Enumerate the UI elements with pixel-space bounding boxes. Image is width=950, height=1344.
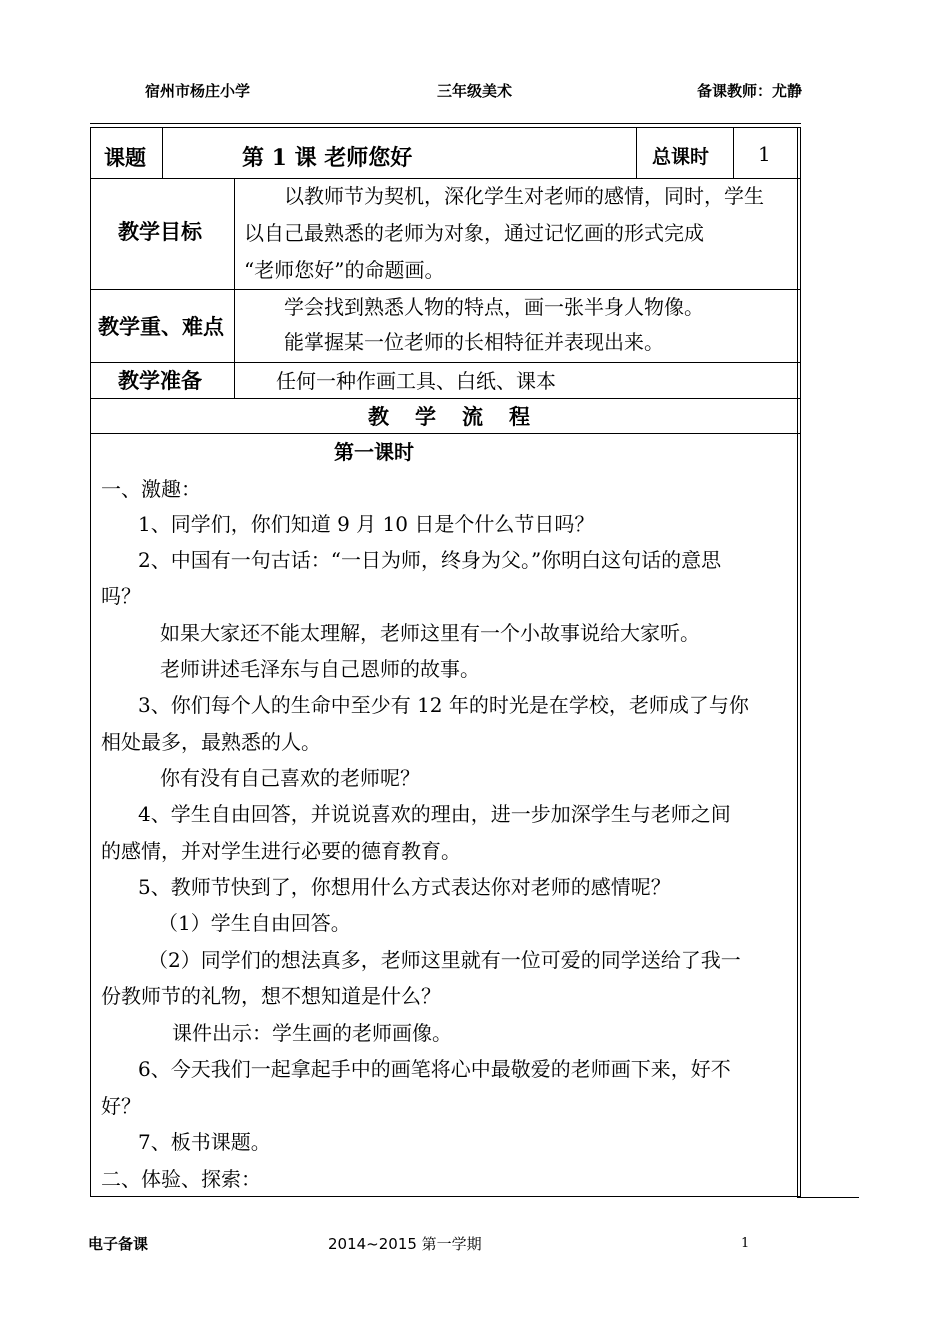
col-divider — [234, 178, 235, 398]
row-divider — [90, 362, 801, 363]
grade-subject: 三年级美术 — [437, 82, 513, 100]
page-number: 1 — [741, 1236, 750, 1251]
key-points-line: 能掌握某一位老师的长相特征并表现出来。 — [284, 330, 664, 354]
content-line: 二、体验、探索： — [101, 1167, 261, 1191]
total-hours-value: 1 — [758, 142, 771, 166]
content-line: 1、同学们，你们知道 9 月 10 日是个什么节日吗？ — [138, 512, 595, 536]
row-divider — [90, 289, 801, 290]
content-line: 4、学生自由回答，并说说喜欢的理由，进一步加深学生与老师之间 — [138, 802, 731, 826]
teacher-name: 备课教师：尤静 — [697, 82, 803, 100]
col-divider — [162, 127, 163, 178]
content-line: 6、今天我们一起拿起手中的画笔将心中最敬爱的老师画下来，好不 — [138, 1057, 731, 1081]
row-divider — [90, 398, 801, 399]
content-line: （2）同学们的想法真多，老师这里就有一位可爱的同学送给了我一 — [148, 948, 741, 972]
key-points-line: 学会找到熟悉人物的特点，画一张半身人物像。 — [284, 295, 704, 319]
goals-line: “老师您好”的命题画。 — [244, 258, 445, 282]
footer-term: 2014~2015 第一学期 — [328, 1235, 482, 1253]
row-divider — [90, 433, 801, 434]
prep-label: 教学准备 — [118, 368, 202, 393]
content-line: 课件出示：学生画的老师画像。 — [172, 1021, 452, 1045]
content-line: 吗？ — [101, 584, 141, 608]
content-line: 好？ — [101, 1094, 141, 1118]
content-line: 相处最多，最熟悉的人。 — [101, 730, 321, 754]
flow-title: 教学流程 — [368, 404, 556, 429]
table-top-rule — [90, 123, 801, 124]
content-line: 份教师节的礼物，想不想知道是什么？ — [101, 984, 441, 1008]
content-line: 你有没有自己喜欢的老师呢？ — [160, 766, 420, 790]
total-hours-label: 总课时 — [652, 146, 710, 168]
goals-line: 以自己最熟悉的老师为对象，通过记忆画的形式完成 — [244, 221, 704, 245]
table-bottom-extension — [797, 1197, 859, 1198]
col-divider — [636, 127, 637, 178]
goals-label: 教学目标 — [118, 219, 202, 244]
key-points-label: 教学重、难点 — [98, 314, 224, 339]
content-line: 如果大家还不能太理解，老师这里有一个小故事说给大家听。 — [160, 621, 700, 645]
footer-left: 电子备课 — [88, 1235, 149, 1253]
lesson-title: 第一课时 — [334, 440, 414, 464]
col-divider — [733, 127, 734, 178]
content-line: 7、板书课题。 — [138, 1130, 271, 1154]
content-line: 一、激趣： — [101, 477, 201, 501]
content-line: 老师讲述毛泽东与自己恩师的故事。 — [160, 657, 480, 681]
school-name: 宿州市杨庄小学 — [145, 82, 251, 100]
row-divider — [90, 178, 801, 179]
table-right-rule — [797, 127, 798, 1197]
content-line: 5、教师节快到了，你想用什么方式表达你对老师的感情呢？ — [138, 875, 671, 899]
prep-value: 任何一种作画工具、白纸、课本 — [276, 369, 556, 393]
content-line: 2、中国有一句古话：“一日为师，终身为父。”你明白这句话的意思 — [138, 548, 722, 572]
goals-line: 以教师节为契机，深化学生对老师的感情，同时，学生 — [284, 184, 764, 208]
content-line: 3、你们每个人的生命中至少有 12 年的时光是在学校，老师成了与你 — [138, 693, 749, 717]
topic-value: 第 1 课 老师您好 — [242, 145, 413, 171]
content-line: 的感情，并对学生进行必要的德育教育。 — [101, 839, 461, 863]
content-line: （1）学生自由回答。 — [158, 911, 351, 935]
topic-label: 课题 — [104, 145, 146, 170]
